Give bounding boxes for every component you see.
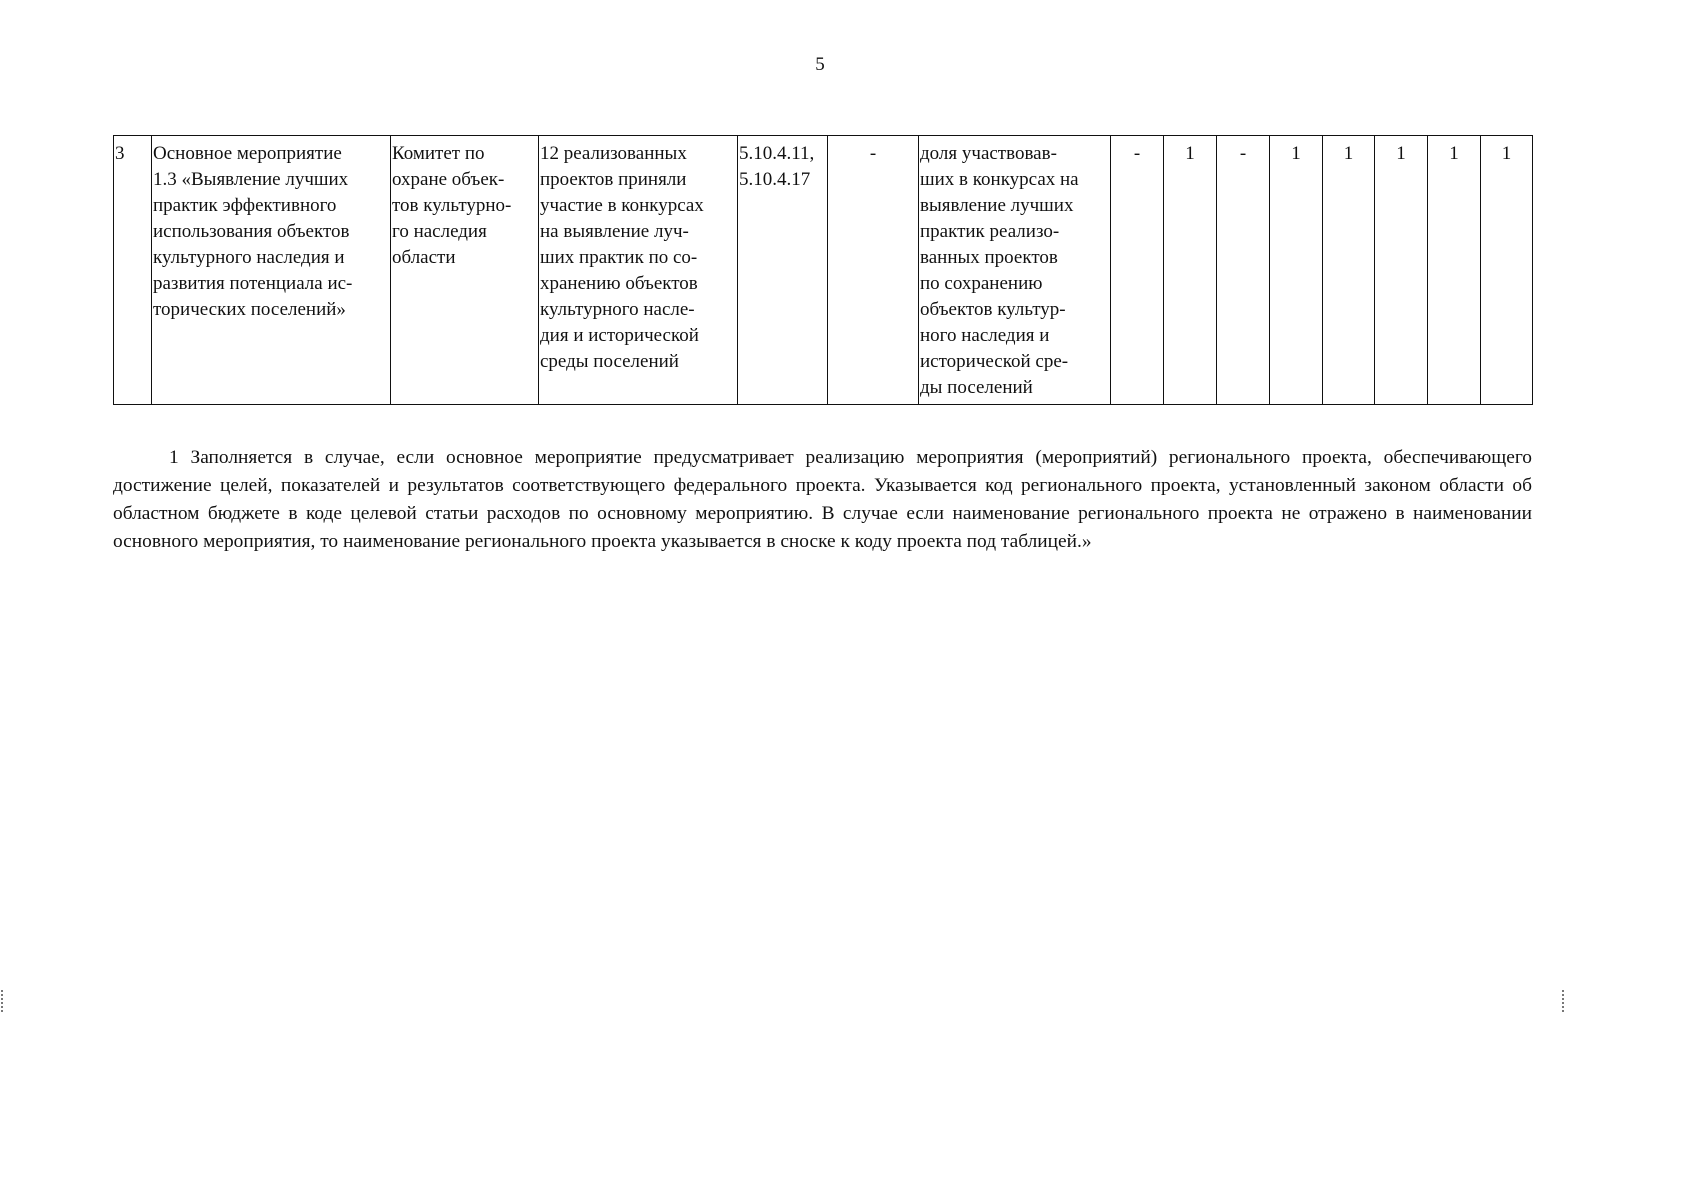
scan-edge-mark-right: [1562, 990, 1566, 1012]
cell-value: 1: [1323, 136, 1375, 405]
footnote: 1 Заполняется в случае, если основное мероприятие предусматривает реализацию мероприятия (мероприятий) регионального проекта, обеспечивающего достижение целей, показателей и результатов соответствующего федерального проекта. Указывается код регионального проекта, установленный законом области об областном бюджете в коде целевой статьи расходов по основному мероприятию. В случае если наименование регионального проекта не отражено в наименовании основного мероприятия, то наименование регионального проекта указывается в сноске к коду проекта под таблицей.»: [113, 447, 1532, 552]
cell-project-code: -: [828, 136, 919, 405]
cell-row-number: 3: [114, 136, 152, 405]
table-row: [114, 136, 1533, 405]
cell-value: 1: [1481, 136, 1533, 405]
cell-executor: Комитет по охране объек- тов культурно- го наследия области: [391, 136, 539, 405]
cell-indicator: доля участвовав- ших в конкурсах на выявление лучших практик реализо- ванных проектов по сохранению объектов культур- ного наследия и исторической сре- ды поселений: [919, 136, 1111, 405]
cell-value: 1: [1270, 136, 1323, 405]
page-number: 5: [815, 54, 825, 75]
cell-result-codes: 5.10.4.11, 5.10.4.17: [738, 136, 828, 405]
scan-edge-mark-left: [1, 990, 5, 1012]
cell-value: 1: [1428, 136, 1481, 405]
cell-value: -: [1217, 136, 1270, 405]
cell-activity-name: Основное мероприятие 1.3 «Выявление лучших практик эффективного использования объектов культурного наследия и развития потенциала ис- торических поселений»: [152, 136, 391, 405]
cell-value: 1: [1164, 136, 1217, 405]
cell-value: -: [1111, 136, 1164, 405]
activity-table: [113, 135, 1533, 405]
cell-value: 1: [1375, 136, 1428, 405]
cell-expected-result: 12 реализованных проектов приняли участие в конкурсах на выявление луч- ших практик по со- хранению объектов культурного насле- дия и исторической среды поселений: [539, 136, 738, 405]
